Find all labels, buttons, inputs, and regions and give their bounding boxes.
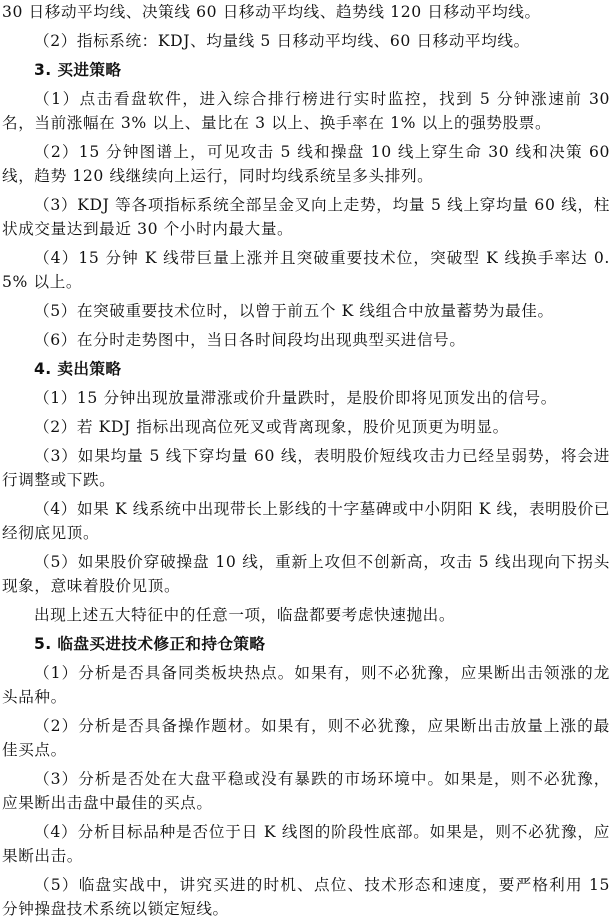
section-heading-buy-strategy: 3. 买进策略	[34, 61, 122, 79]
sell-item-3: （3）如果均量 5 线下穿均量 60 线，表明股价短线攻击力已经呈弱势，将会进行调整或下跌。	[2, 447, 610, 489]
buy-item-5: （5）在突破重要技术位时，以曾于前五个 K 线组合中放量蓄势为最佳。	[34, 302, 554, 320]
sell-item-4: （4）如果 K 线系统中出现带长上影线的十字墓碑或中小阴阳 K 线，表明股价已经彻底见顶。	[2, 500, 610, 542]
sell-item-5: （5）如果股价穿破操盘 10 线，重新上攻但不创新高，攻击 5 线出现向下拐头现象，意味着股价见顶。	[2, 553, 610, 595]
tactics-item-4: （4）分析目标品种是否位于日 K 线图的阶段性底部。如果是，则不必犹豫，应果断出击。	[2, 823, 610, 865]
buy-item-1: （1）点击看盘软件，进入综合排行榜进行实时监控，找到 5 分钟涨速前 30 名，当前涨幅在 3% 以上、量比在 3 以上、换手率在 1% 以上的强势股票。	[2, 90, 610, 132]
tactics-item-2: （2）分析是否具备操作题材。如果有，则不必犹豫，应果断出击放量上涨的最佳买点。	[2, 717, 610, 759]
section-heading-tactics: 5. 临盘买进技术修正和持仓策略	[34, 635, 266, 653]
buy-item-3: （3）KDJ 等各项指标系统全部呈金叉向上走势，均量 5 线上穿均量 60 线，柱状成交量达到最近 30 个小时内最大量。	[2, 196, 610, 238]
tactics-item-1: （1）分析是否具备同类板块热点。如果有，则不必犹豫，应果断出击领涨的龙头品种。	[2, 664, 610, 706]
paragraph-intro-continued: 30 日移动平均线、决策线 60 日移动平均线、趋势线 120 日移动平均线。	[2, 3, 541, 21]
paragraph-indicator-system: （2）指标系统：KDJ、均量线 5 日移动平均线、60 日移动平均线。	[34, 32, 530, 50]
sell-item-2: （2）若 KDJ 指标出现高位死叉或背离现象，股价见顶更为明显。	[34, 418, 509, 436]
sell-summary: 出现上述五大特征中的任意一项，临盘都要考虑快速抛出。	[34, 606, 456, 624]
buy-item-2: （2）15 分钟图谱上，可见攻击 5 线和操盘 10 线上穿生命 30 线和决策 60 线，趋势 120 线继续向上运行，同时均线系统呈多头排列。	[2, 143, 610, 185]
tactics-item-3: （3）分析是否处在大盘平稳或没有暴跌的市场环境中。如果是，则不必犹豫，应果断出击盘中最佳的买点。	[2, 770, 610, 812]
section-heading-sell-strategy: 4. 卖出策略	[34, 360, 122, 378]
buy-item-4: （4）15 分钟 K 线带巨量上涨并且突破重要技术位，突破型 K 线换手率达 0.5% 以上。	[2, 249, 610, 291]
tactics-item-5: （5）临盘实战中，讲究买进的时机、点位、技术形态和速度，要严格利用 15 分钟操盘技术系统以锁定短线。	[2, 876, 610, 918]
buy-item-6: （6）在分时走势图中，当日各时间段均出现典型买进信号。	[34, 331, 466, 349]
sell-item-1: （1）15 分钟出现放量滞涨或价升量跌时，是股价即将见顶发出的信号。	[34, 389, 557, 407]
